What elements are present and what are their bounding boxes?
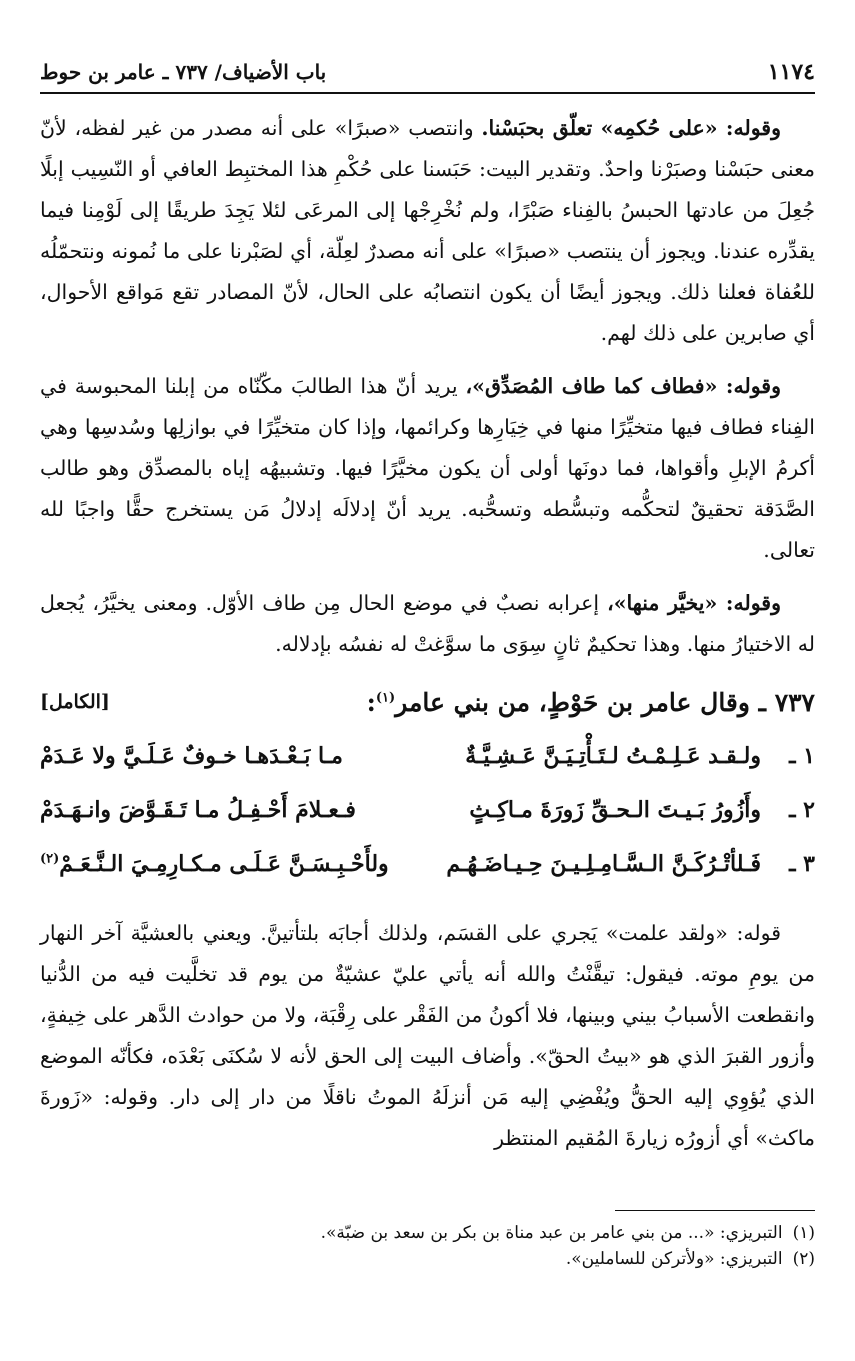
footnote-text: التبريزي: «... من بني عامر بن عبد مناة بن بكر بن سعد بن ضبّة». <box>320 1223 783 1243</box>
footnote-divider <box>615 1210 815 1211</box>
footnotes <box>40 1220 815 1272</box>
footnote <box>40 1220 815 1246</box>
verse-number: ٣ ـ <box>789 851 815 877</box>
page-number: ١١٧٤ <box>767 59 815 85</box>
verse-first-hemistich: ولـقـد عَـلِـمْـتُ لـتَـأْتِـيَـنَّ عَـشِـيَّـةٌ <box>465 743 761 769</box>
footnote-number: (١) <box>792 1223 815 1243</box>
commentary-paragraph: قوله: «ولقد علمت» يَجري على القسَم، ولذلك أجابَه بلتأتينَّ. ويعني بالعشيَّة آخر النهار من يومِ موته. فيقول: تيقَّنْتُ والله أنه يأتي عليّ عشيّةٌ من يوم قد تخلَّيت فيه من الدُّنيا وانقطعت الأسبابُ بيني وبينها، فلا أكونُ من الفَقْر على رِقْبَة، ولا من حوادث الدَّهر على خِيفةٍ، وأزور القبرَ الذي هو «بيتُ الحقّ». وأضاف البيت إلى الحق لأنه لا سُكنَى بَعْدَه، فكأنّه الموضع الذي يُؤوِي إليه الحقُّ ويُفْضِي إليه مَن أنزلَهُ الموتُ ناقلًا من دار إلى دار. وقوله: «زَورةَ ماكث» أي أزورُه زيارةَ المُقيم المنتظر <box>40 921 815 1150</box>
paragraph-text: وانتصب «صبرًا» على أنه مصدر من غير لفظه، لأنّ معنى حبَسْنا وصبَرْنا واحدٌ. وتقدير البيت: حَبَسنا على حُكْمِ هذا المختبِط العافي أو النّسِيب إبلًا جُعِلَ من عادتها الحبسُ بالفِناء صَبْرًا، ولم نُخْرِجْها إلى المرعَى لئلا يَجِدَ طريقًا إلى لَوْمِنا فيما يقدِّره عندنا. ويجوز أن ينتصب «صبرًا» على أنه مصدرٌ لعِلّة، أي لصَبْرنا على ما نُمونه ونتحمّلُه للعُفاة فعلنا ذلك. ويجوز أيضًا أن يكون انتصابُه على الحال، لأنّ المصادر تقع مَواقع الأحوال، أي صابرين على ذلك لهم. <box>40 116 815 345</box>
poem-title-text: ٧٣٧ ـ وقال عامر بن حَوْطٍ، من بني عامر <box>395 687 815 717</box>
book-page <box>40 52 815 1361</box>
page-body <box>40 108 815 1159</box>
poem-verses <box>40 729 815 891</box>
footnote-ref: (١) <box>375 690 396 706</box>
paragraph-text: إعرابه نصبٌ في موضع الحال مِن طاف الأوّل. ومعنى يخيَّرُ، يُجعل له الاختيارُ منها. وهذا تحكيمٌ ثانٍ سِوَى ما سوَّغتْ له نفسُه بإدلاله. <box>40 591 815 656</box>
paragraph-text: يريد أنّ هذا الطالبَ مكّنّاه من إبلنا المحبوسة في الفِناء فطاف فيها متخيِّرًا منها في خِيَارِها وكرائمها، وإذا كان متخيِّرًا في بوازلِها وسُدسِها وهي أكرمُ الإبلِ وأقواها، فما دونَها أولى أن يكون مخيَّرًا فيها. وتشبيهُه إياه بالمصدِّق وهو طالب الصَّدَقة تحقيقٌ لتحكُّمه وتبسُّطه وتسحُّبه. يريد أنّ إدلالَه إدلالُ مَن يستخرج حقًّا واجبًا لله تعالى. <box>40 374 815 562</box>
verse-first-hemistich: فَـلأتْـرُكَـنَّ الـسَّـامِـلِـيـنَ حِـيـاضَـهُـم <box>446 851 761 877</box>
verse-number: ٢ ـ <box>789 797 815 823</box>
paragraph-lead: وقوله: «فطاف كما طاف المُصَدِّق»، <box>465 374 781 398</box>
poem-meter: [الكامل] <box>40 691 110 713</box>
paragraph-lead: وقوله: «يخيَّر منها»، <box>607 591 781 615</box>
running-title: باب الأضياف/ ٧٣٧ ـ عامر بن حوط <box>40 60 327 84</box>
paragraph-2 <box>40 366 815 571</box>
page-header <box>40 52 815 94</box>
paragraph-lead: وقوله: «على حُكمِه» تعلّق بحبَسْنا. <box>481 116 781 140</box>
footnote-text: التبريزي: «ولأتركن للساملين». <box>565 1249 783 1269</box>
footnote-number: (٢) <box>792 1249 815 1269</box>
verse-line <box>40 729 815 783</box>
verse-second-hemistich <box>40 851 403 877</box>
verse-second-hemistich: فـعـلامَ أَحْـفِـلُ مـا تَـقَـوَّضَ وانـهَـدَمْ <box>40 797 356 823</box>
hemistich-text: ولأَحْـبِـسَـنَّ عَـلَـى مـكـارِمِـيَ الـنَّـعَـمْ <box>59 851 389 877</box>
verse-first-hemistich: وأَزُورُ بَـيـتَ الـحـقِّ زَورَةَ مـاكِـثٍ <box>469 797 761 823</box>
paragraph-1 <box>40 108 815 354</box>
footnote-ref: (٢) <box>40 851 60 867</box>
verse-number: ١ ـ <box>789 743 815 769</box>
poem-title-colon: : <box>366 687 376 717</box>
footnote <box>40 1246 815 1272</box>
verse-line <box>40 783 815 837</box>
paragraph-3 <box>40 583 815 665</box>
verse-line <box>40 837 815 891</box>
poem-title <box>367 688 815 717</box>
poem-heading <box>40 679 815 725</box>
verse-second-hemistich: مـا بَـعْـدَهـا خـوفٌ عَـلَـيَّ ولا عَـدَمْ <box>40 743 343 769</box>
